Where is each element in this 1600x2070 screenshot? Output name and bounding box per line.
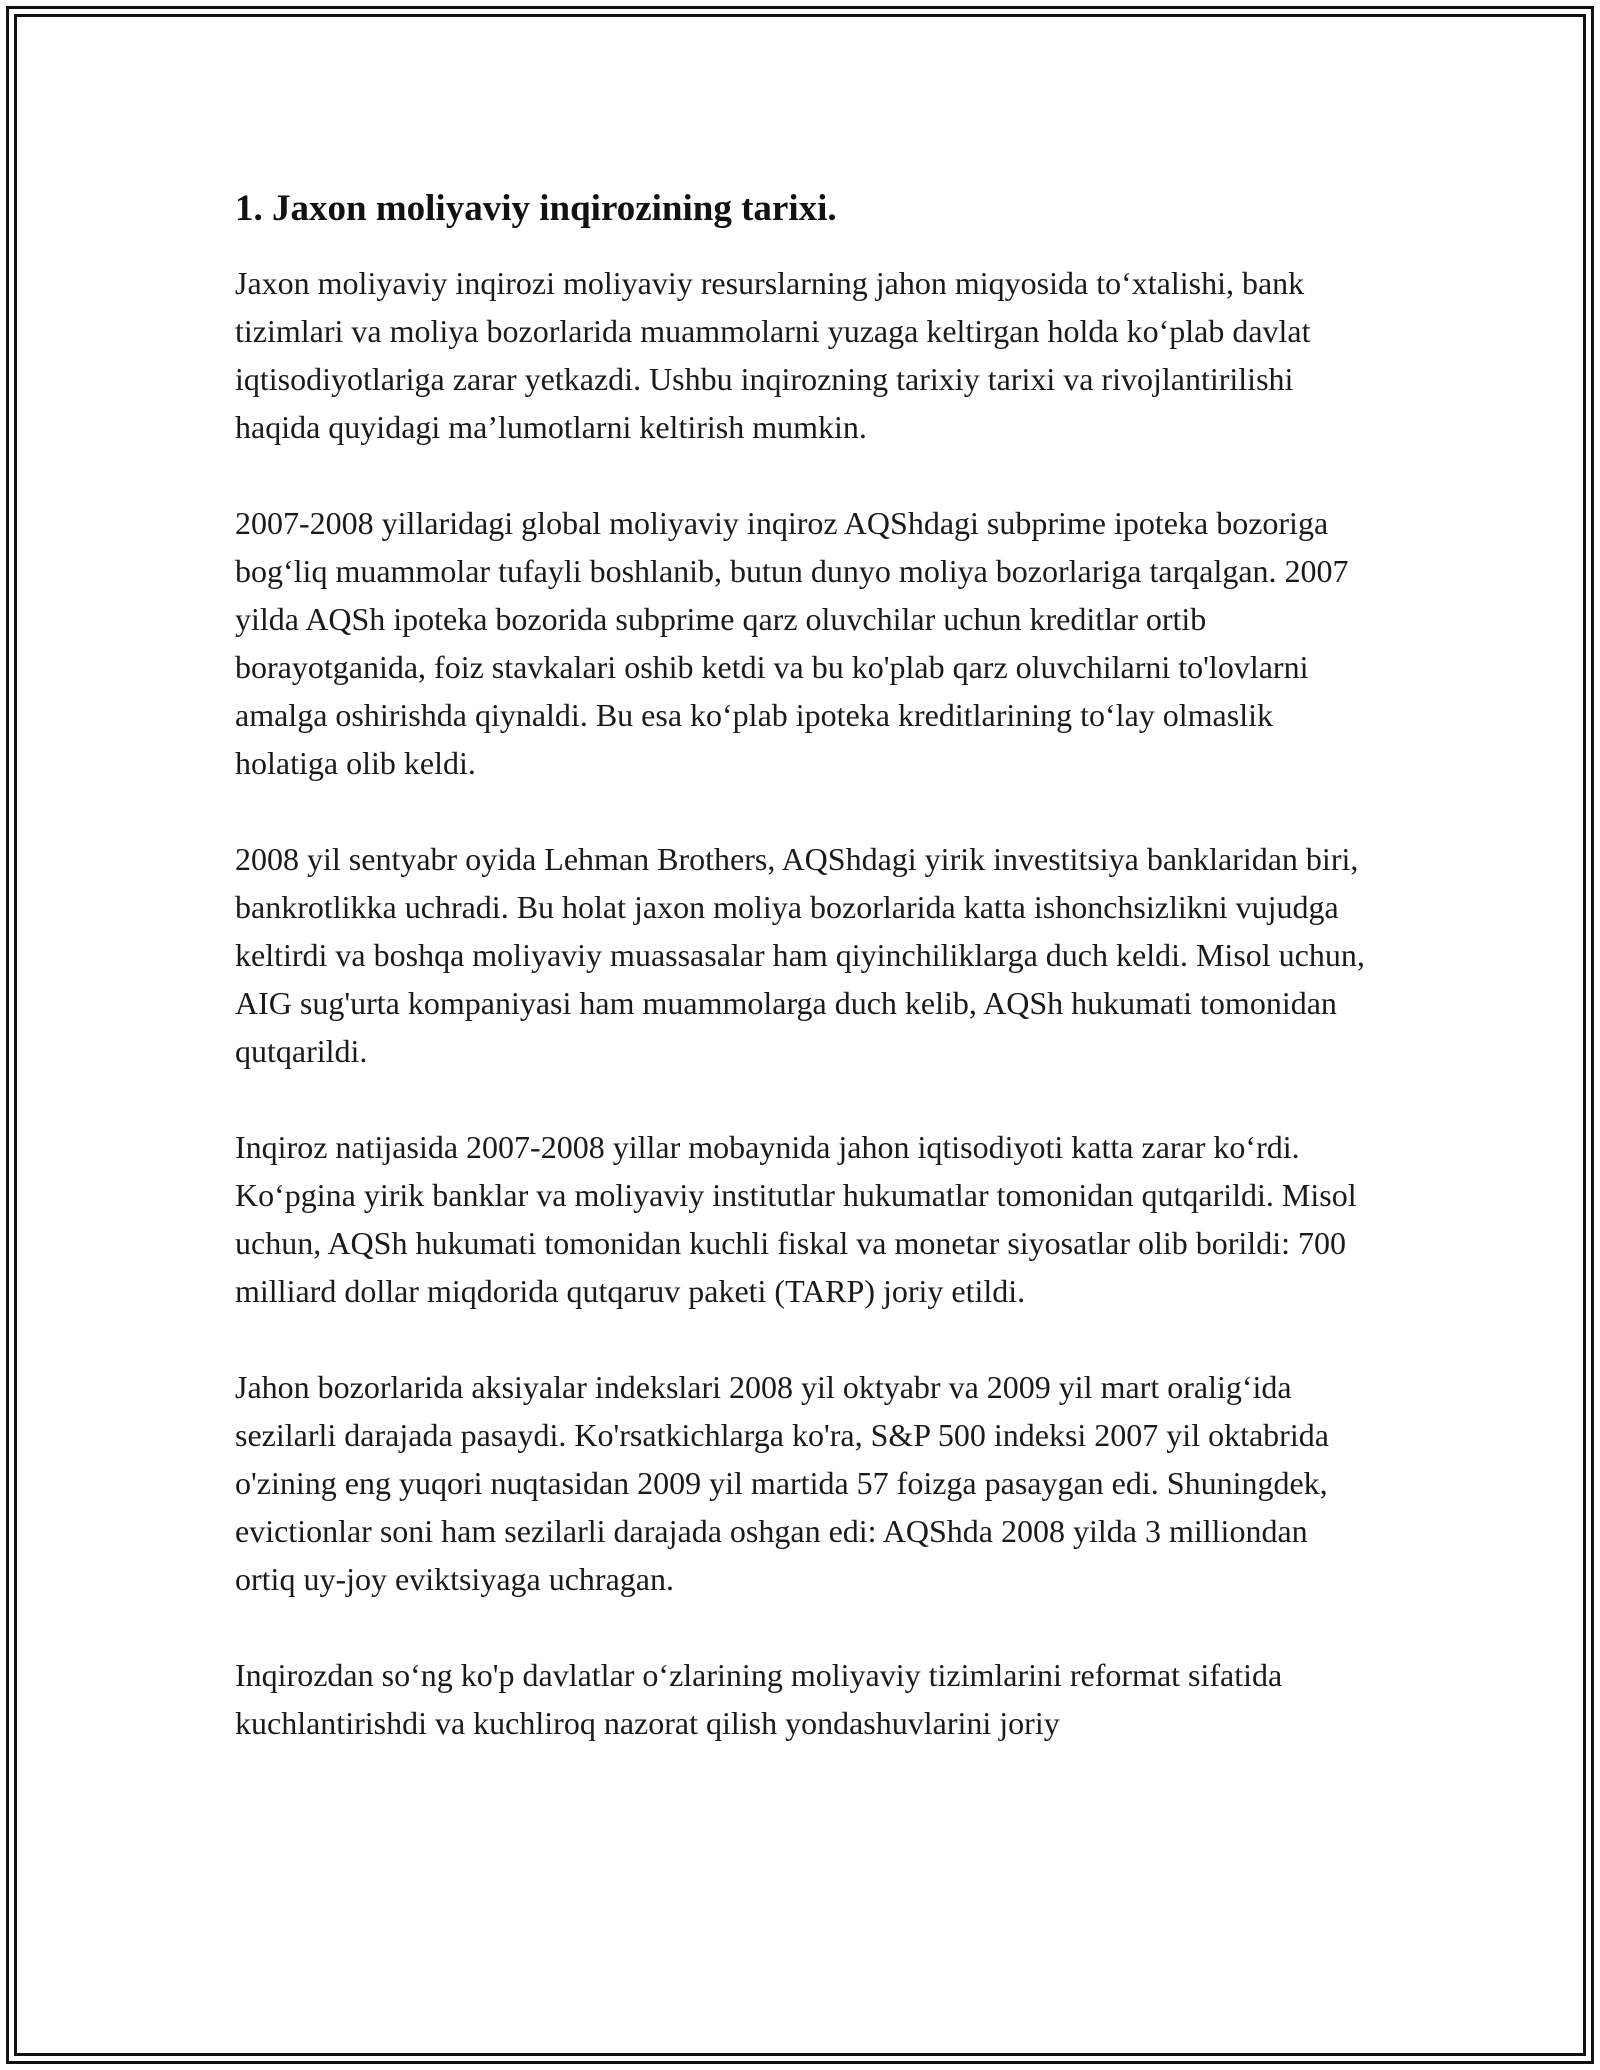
paragraph-intro: Jaxon moliyaviy inqirozi moliyaviy resurslarning jahon miqyosida to‘xtalishi, bank tizimlari va moliya bozorlarida muammolarni yuzaga keltirgan holda ko‘plab davlat iqtisodiyotlariga zarar yetkazdi. Ushbu inqirozning tarixiy tarixi va rivojlantirilishi haqida quyidagi ma’lumotlarni keltirish mumkin.	[235, 265, 1311, 445]
paragraph-lehman-brothers: 2008 yil sentyabr oyida Lehman Brothers, AQShdagi yirik investitsiya banklaridan biri, bankrotlikka uchradi. Bu holat jaxon moliya bozorlarida katta ishonchsizlikni vujudga keltirdi va boshqa moliyaviy muassasalar ham qiyinchiliklarga duch keldi. Misol uchun, AIG sug'urta kompaniyasi ham muammolarga duch kelib, AQSh hukumati tomonidan qutqarildi.	[235, 841, 1365, 1069]
document-title: 1. Jaxon moliyaviy inqirozining tarixi.	[235, 188, 837, 229]
paragraph-reforms: Inqirozdan so‘ng ko'p davlatlar o‘zlarining moliyaviy tizimlarini reformat sifatida kuchlantirishdi va kuchliroq nazorat qilish yondashuvlarini joriy	[235, 1657, 1283, 1741]
paragraph-government-rescue: Inqiroz natijasida 2007-2008 yillar mobaynida jahon iqtisodiyoti katta zarar ko‘rdi. Ko‘pgina yirik banklar va moliyaviy institutlar hukumatlar tomonidan qutqarildi. Misol uchun, AQSh hukumati tomonidan kuchli fiskal va monetar siyosatlar olib borildi: 700 milliard dollar miqdorida qutqaruv paketi (TARP) joriy etildi.	[235, 1129, 1357, 1309]
paragraph-stock-markets: Jahon bozorlarida aksiyalar indekslari 2008 yil oktyabr va 2009 yil mart oralig‘ida sezilarli darajada pasaydi. Ko'rsatkichlarga ko'ra, S&P 500 indeksi 2007 yil oktabrida o'zining eng yuqori nuqtasidan 2009 yil martida 57 foizga pasaygan edi. Shuningdek, evictionlar soni ham sezilarli darajada oshgan edi: AQShda 2008 yilda 3 milliondan ortiq uy-joy eviktsiyaga uchragan.	[235, 1369, 1329, 1597]
document-body	[235, 185, 1375, 1795]
paragraph-subprime-crisis: 2007-2008 yillaridagi global moliyaviy inqiroz AQShdagi subprime ipoteka bozoriga bog‘liq muammolar tufayli boshlanib, butun dunyo moliya bozorlariga tarqalgan. 2007 yilda AQSh ipoteka bozorida subprime qarz oluvchilar uchun kreditlar ortib borayotganida, foiz stavkalari oshib ketdi va bu ko'plab qarz oluvchilarni to'lovlarni amalga oshirishda qiynaldi. Bu esa ko‘plab ipoteka kreditlarining to‘lay olmaslik holatiga olib keldi.	[235, 505, 1349, 781]
